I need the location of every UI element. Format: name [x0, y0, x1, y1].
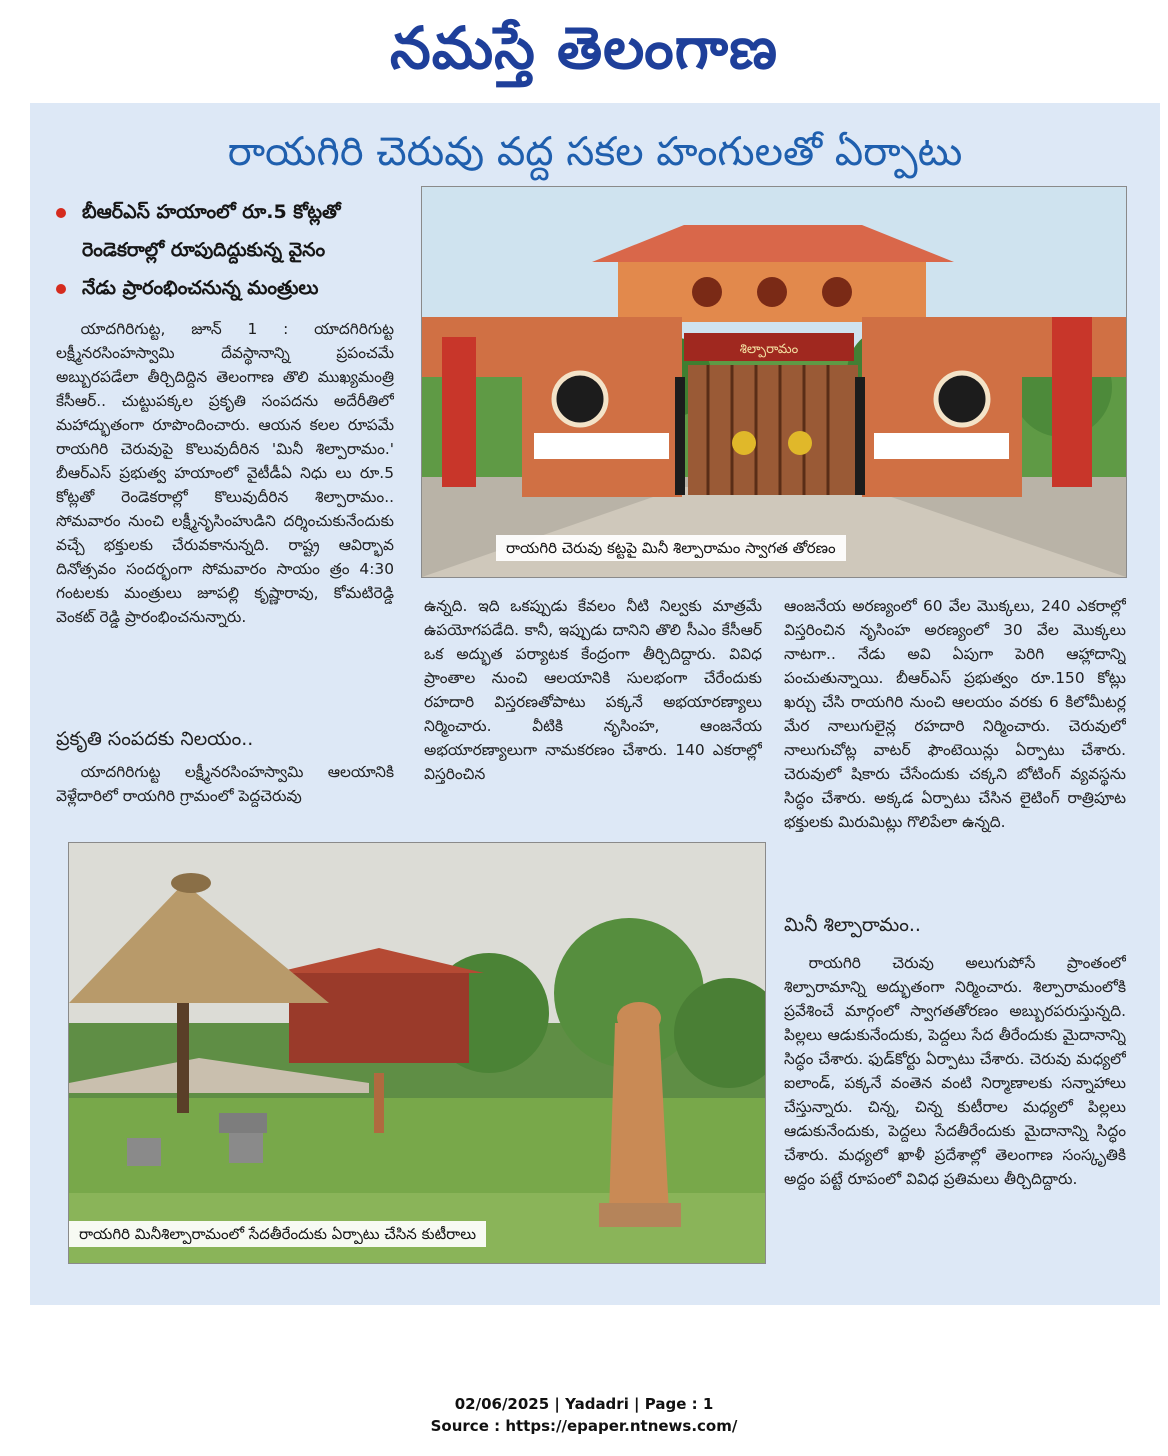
- column-2-body: [424, 594, 762, 814]
- photo-caption: రాయగిరి మినీశిల్పారామంలో సేదతీరేందుకు ఏర్పాటు చేసిన కుటీరాలు: [69, 1221, 486, 1247]
- arch-illustration: [422, 187, 1126, 577]
- paragraph: ఉన్నది. ఇది ఒకప్పుడు కేవలం నీటి నిల్వకు మాత్రమే ఉపయోగపడేది. కానీ, ఇప్పుడు దానిని తొలి సీఎం కేసీఆర్ ఒక అద్భుత పర్యాటక కేంద్రంగా తీర్చిదిద్దారు. వివిధ ప్రాంతాల నుంచి ఆలయానికి సులభంగా చేరేందుకు రహదారి విస్తరణతోపాటు పక్కనే అభయారణ్యాలు నిర్మించారు. వీటికి నృసింహ, ఆంజనేయ అభయారణ్యాలుగా నామకరణం చేశారు. 140 ఎకరాల్లో విస్తరించిన: [424, 597, 762, 783]
- arch-sign-text: శిల్పారామం: [739, 342, 799, 357]
- paragraph: యాదగిరిగుట్ట, జూన్ 1 : యాదగిరిగుట్ట లక్ష్మీనరసింహస్వామి దేవస్థానాన్ని ప్రపంచమే అబ్బురపడేలా తీర్చిదిద్దిన తెలంగాణ తొలి ముఖ్యమంత్రి కేసీఆర్.. చుట్టుపక్కల ప్రకృతి సంపదను అదేరీతిలో మహాద్భుతంగా రూపొందించారు. ఆయన కలల రూపమే రాయగిరి చెరువుపై కొలువుదీరిన 'మినీ శిల్పారామం.' బీఆర్ఎస్ ప్రభుత్వ హయాంలో వైటీడీఏ నిధు లు రూ.5 కోట్లతో రెండెకరాల్లో కొలువుదీరిన శిల్పారామం.. సోమవారం నుంచి లక్ష్మీనృసింహుడిని దర్శించుకునేందుకు వచ్చే భక్తులకు చేరువకానున్నది. రాష్ట్ర ఆవిర్భావ దినోత్సవం సందర్భంగా సోమవారం సాయం త్రం 4:30 గంటలకు మంత్రులు జూపల్లి కృష్ణారావు, కోమటిరెడ్డి వెంకట్ రెడ్డి ప్రారంభించనున్నారు.: [56, 320, 394, 626]
- photo-welcome-arch: [421, 186, 1127, 578]
- footer-date-line: 02/06/2025 | Yadadri | Page : 1: [454, 1395, 714, 1413]
- bullet-text: బీఆర్ఎస్ హయాంలో రూ.5 కోట్లతో రెండెకరాల్లో రూపుదిద్దుకున్న వైనం: [82, 201, 341, 261]
- column-3-body-2: [784, 951, 1126, 1287]
- subhead-nature: ప్రకృతి సంపదకు నిలయం..: [56, 728, 254, 750]
- subhead-mini-shilparamam: మినీ శిల్పారామం..: [784, 914, 921, 936]
- photo-huts: [68, 842, 766, 1264]
- bullet-dot-icon: [56, 208, 66, 218]
- column-1-body: [56, 317, 394, 701]
- paragraph: యాదగిరిగుట్ట లక్ష్మీనరసింహస్వామి ఆలయానికి వెళ్లేదారిలో రాయగిరి గ్రామంలో పెద్దచెరువు: [56, 763, 394, 805]
- huts-illustration: [69, 843, 765, 1263]
- footer-source-line: Source : https://epaper.ntnews.com/: [430, 1417, 738, 1435]
- column-1-body-2: [56, 760, 394, 812]
- paragraph: రాయగిరి చెరువు అలుగుపోసే ప్రాంతంలో శిల్పారామాన్ని అద్భుతంగా నిర్మించారు. శిల్పారామంలోకి ప్రవేశించే మార్గంలో స్వాగతతోరణం అబ్బురపరుస్తున్నది. పిల్లలు ఆడుకునేందుకు, పెద్దలు సేద తీరేందుకు మైదానాన్ని సిద్ధం చేశారు. ఫుడ్‌కోర్టు ఏర్పాటు చేశారు. చెరువు మధ్యలో ఐలాండ్, పక్కనే వంతెన వంటి నిర్మాణాలకు సన్నాహాలు చేస్తున్నారు. చిన్న, చిన్న కుటీరాల మధ్యలో పిల్లలు ఆడుకునేందుకు, పెద్దలు సేదతీరేందుకు మైదానాన్ని సిద్ధం చేశారు. మధ్యలో ఖాళీ ప్రదేశాల్లో తెలంగాణ సంస్కృతికి అద్దం పట్టే రూపంలో వివిధ ప్రతిమలు తీర్చిదిద్దారు.: [784, 954, 1126, 1188]
- bullet-dot-icon: [56, 284, 66, 294]
- bullet-item: [56, 269, 406, 307]
- photo-caption: రాయగిరి చెరువు కట్టపై మినీ శిల్పారామం స్వాగత తోరణం: [496, 535, 846, 561]
- column-3-body: [784, 594, 1126, 896]
- bullet-list: [56, 193, 406, 307]
- bullet-item: [56, 193, 406, 269]
- article-headline: రాయగిరి చెరువు వద్ద సకల హంగులతో ఏర్పాటు: [227, 129, 963, 175]
- bullet-text: నేడు ప్రారంభించనున్న మంత్రులు: [82, 277, 319, 299]
- masthead-title: నమస్తే తెలంగాణ: [390, 14, 778, 82]
- paragraph: ఆంజనేయ అరణ్యంలో 60 వేల మొక్కలు, 240 ఎకరాల్లో విస్తరించిన నృసింహ అరణ్యంలో 30 వేల మొక్కలు నాటగా.. నేడు అవి ఏపుగా పెరిగి ఆహ్లాదాన్ని పంచుతున్నాయి. బీఆర్ఎస్ ప్రభుత్వం రూ.150 కోట్లు ఖర్చు చేసి రాయగిరి నుంచి ఆలయం వరకు 6 కిలోమీటర్ల మేర నాలుగులైన్ల రహదారి నిర్మించారు. చెరువులో నాలుగుచోట్ల వాటర్ ఫౌంటెయిన్లు ఏర్పాటు చేశారు. చెరువులో షికారు చేసేందుకు చక్కని బోటింగ్ వ్యవస్థను సిద్ధం చేశారు. అక్కడ ఏర్పాటు చేసిన లైటింగ్ రాత్రిపూట భక్తులకు మిరుమిట్లు గొలిపేలా ఉన్నది.: [784, 597, 1126, 831]
